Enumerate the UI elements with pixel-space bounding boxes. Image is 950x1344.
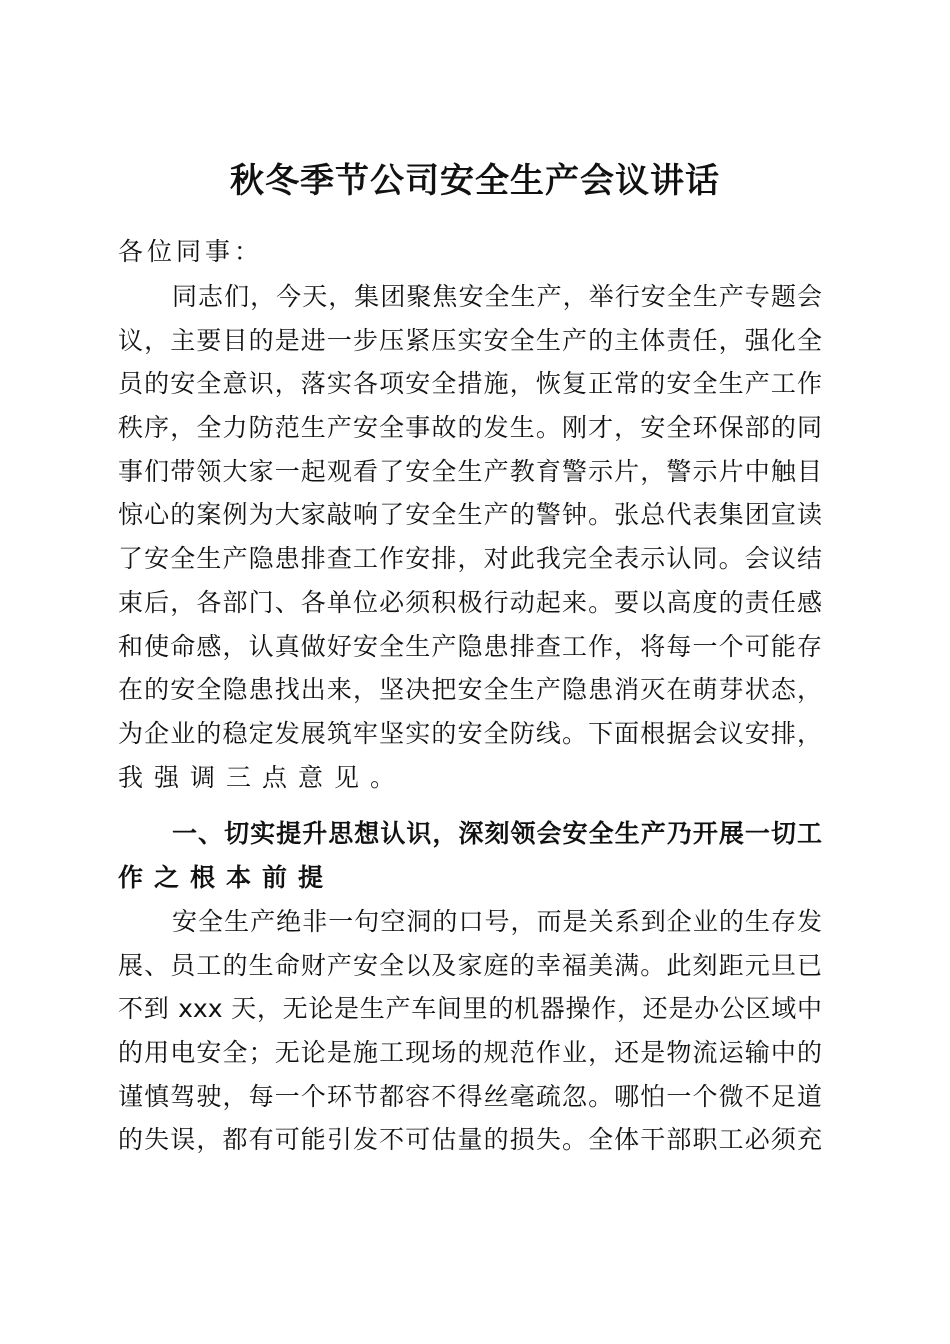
text-line: 事们带领大家一起观看了安全生产教育警示片，警示片中触目 [118, 456, 822, 486]
document-title: 秋冬季节公司安全生产会议讲话 [230, 160, 720, 201]
section-heading-1 [118, 812, 822, 899]
text-line: 为企业的稳定发展筑牢坚实的安全防线。下面根据会议安排， [118, 718, 822, 748]
paragraph-intro [118, 275, 822, 799]
text-line: 安全生产绝非一句空洞的口号，而是关系到企业的生存发 [172, 907, 822, 936]
text-line: 的失误，都有可能引发不可估量的损失。全体干部职工必须充 [118, 1125, 822, 1155]
text-line: 的用电安全；无论是施工现场的规范作业，还是物流运输中的 [118, 1038, 822, 1068]
text-line: 谨慎驾驶，每一个环节都容不得丝毫疏忽。哪怕一个微不足道 [118, 1081, 822, 1111]
text-line: 议，主要目的是进一步压紧压实安全生产的主体责任，强化全 [118, 325, 822, 355]
text-line: 惊心的案例为大家敲响了安全生产的警钟。张总代表集团宣读 [118, 500, 822, 530]
text-line: 在的安全隐患找出来，坚决把安全生产隐患消灭在萌芽状态， [118, 675, 822, 705]
text-line: 了安全生产隐患排查工作安排，对此我完全表示认同。会议结 [118, 544, 822, 574]
text-line: 束后，各部门、各单位必须积极行动起来。要以高度的责任感 [118, 587, 822, 617]
text-line: 秩序，全力防范生产安全事故的发生。刚才，安全环保部的同 [118, 413, 822, 443]
text-line: 一、切实提升思想认识，深刻领会安全生产乃开展一切工 [172, 819, 822, 848]
paragraph-section-1 [118, 900, 822, 1162]
text-line: 员的安全意识，落实各项安全措施，恢复正常的安全生产工作 [118, 369, 822, 399]
text-line: 同志们，今天，集团聚焦安全生产，举行安全生产专题会 [172, 282, 822, 311]
salutation: 各位同事： [118, 237, 264, 266]
text-line: 展、员工的生命财产安全以及家庭的幸福美满。此刻距元旦已 [118, 950, 822, 980]
text-line: 不到 xxx 天，无论是生产车间里的机器操作，还是办公区域中 [118, 994, 822, 1024]
text-line: 我强调三点意见。 [118, 762, 407, 792]
text-line: 和使命感，认真做好安全生产隐患排查工作，将每一个可能存 [118, 631, 822, 661]
text-line: 作之根本前提 [118, 862, 335, 892]
